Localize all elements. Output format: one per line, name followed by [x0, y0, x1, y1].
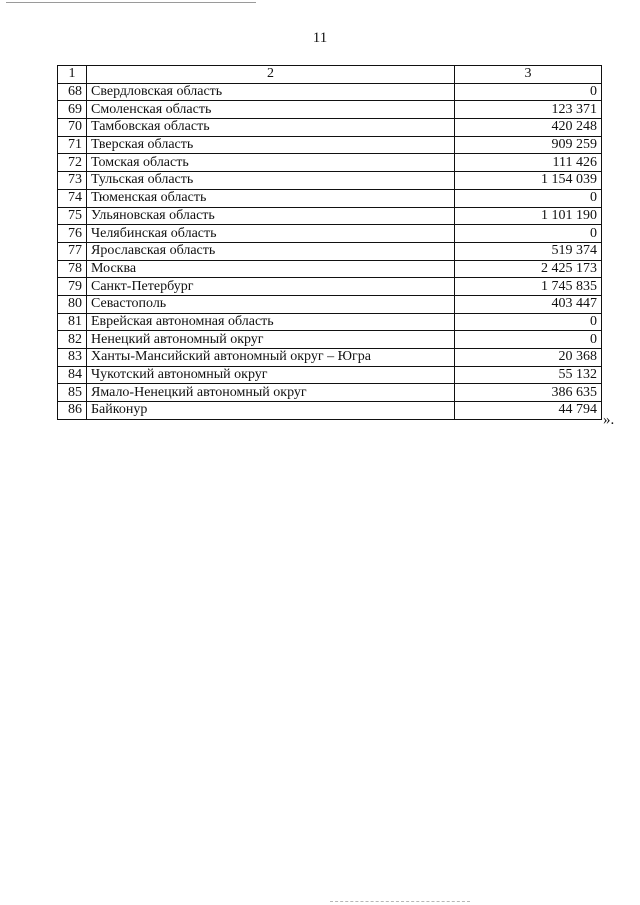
table-row [58, 349, 602, 367]
row-number: 81 [58, 313, 87, 331]
region-name: Байконур [87, 402, 455, 420]
closing-quote-mark: ». [603, 412, 615, 428]
region-value: 55 132 [455, 366, 602, 384]
region-value: 20 368 [455, 349, 602, 367]
page-number: 11 [312, 30, 328, 46]
row-number: 83 [58, 349, 87, 367]
region-name: Тульская область [87, 172, 455, 190]
region-name: Ханты-Мансийский автономный округ – Югра [87, 349, 455, 367]
region-value: 386 635 [455, 384, 602, 402]
row-number: 76 [58, 225, 87, 243]
region-name: Севастополь [87, 295, 455, 313]
region-name: Ярославская область [87, 242, 455, 260]
table-row [58, 189, 602, 207]
table-row [58, 172, 602, 190]
row-number: 79 [58, 278, 87, 296]
table-row [58, 101, 602, 119]
top-scan-rule [6, 2, 256, 3]
table-row [58, 225, 602, 243]
region-value: 1 101 190 [455, 207, 602, 225]
region-value: 0 [455, 225, 602, 243]
row-number: 84 [58, 366, 87, 384]
table-body [58, 66, 602, 420]
region-name: Смоленская область [87, 101, 455, 119]
region-name: Ямало-Ненецкий автономный округ [87, 384, 455, 402]
region-value: 0 [455, 83, 602, 101]
region-name: Чукотский автономный округ [87, 366, 455, 384]
table-row [58, 402, 602, 420]
row-number: 70 [58, 119, 87, 137]
row-number: 78 [58, 260, 87, 278]
row-number: 82 [58, 331, 87, 349]
row-number: 75 [58, 207, 87, 225]
table-row [58, 313, 602, 331]
row-number: 72 [58, 154, 87, 172]
region-name: Ненецкий автономный округ [87, 331, 455, 349]
column-header-number: 1 [58, 66, 87, 84]
region-value: 420 248 [455, 119, 602, 137]
table-row [58, 331, 602, 349]
table-row [58, 366, 602, 384]
table-row [58, 154, 602, 172]
row-number: 85 [58, 384, 87, 402]
row-number: 73 [58, 172, 87, 190]
row-number: 86 [58, 402, 87, 420]
region-value: 1 154 039 [455, 172, 602, 190]
region-name: Тюменская область [87, 189, 455, 207]
row-number: 68 [58, 83, 87, 101]
region-value: 1 745 835 [455, 278, 602, 296]
region-name: Тверская область [87, 136, 455, 154]
table-row [58, 83, 602, 101]
region-value: 44 794 [455, 402, 602, 420]
region-value: 909 259 [455, 136, 602, 154]
region-name: Томская область [87, 154, 455, 172]
column-header-value: 3 [455, 66, 602, 84]
region-value: 0 [455, 189, 602, 207]
region-value: 2 425 173 [455, 260, 602, 278]
row-number: 71 [58, 136, 87, 154]
region-name: Челябинская область [87, 225, 455, 243]
row-number: 77 [58, 242, 87, 260]
row-number: 80 [58, 295, 87, 313]
row-number: 69 [58, 101, 87, 119]
table-row [58, 384, 602, 402]
table-row [58, 295, 602, 313]
region-name: Москва [87, 260, 455, 278]
bottom-scan-rule [330, 901, 470, 902]
column-header-region: 2 [87, 66, 455, 84]
region-name: Еврейская автономная область [87, 313, 455, 331]
region-value: 111 426 [455, 154, 602, 172]
region-name: Санкт-Петербург [87, 278, 455, 296]
region-value: 123 371 [455, 101, 602, 119]
table-row [58, 136, 602, 154]
table-row [58, 242, 602, 260]
region-name: Свердловская область [87, 83, 455, 101]
table-row [58, 207, 602, 225]
table-header-row [58, 66, 602, 84]
region-name: Ульяновская область [87, 207, 455, 225]
region-value: 0 [455, 313, 602, 331]
region-name: Тамбовская область [87, 119, 455, 137]
region-value: 519 374 [455, 242, 602, 260]
table-row [58, 119, 602, 137]
row-number: 74 [58, 189, 87, 207]
regions-table [57, 65, 602, 420]
table-row [58, 278, 602, 296]
region-value: 403 447 [455, 295, 602, 313]
region-value: 0 [455, 331, 602, 349]
table-row [58, 260, 602, 278]
